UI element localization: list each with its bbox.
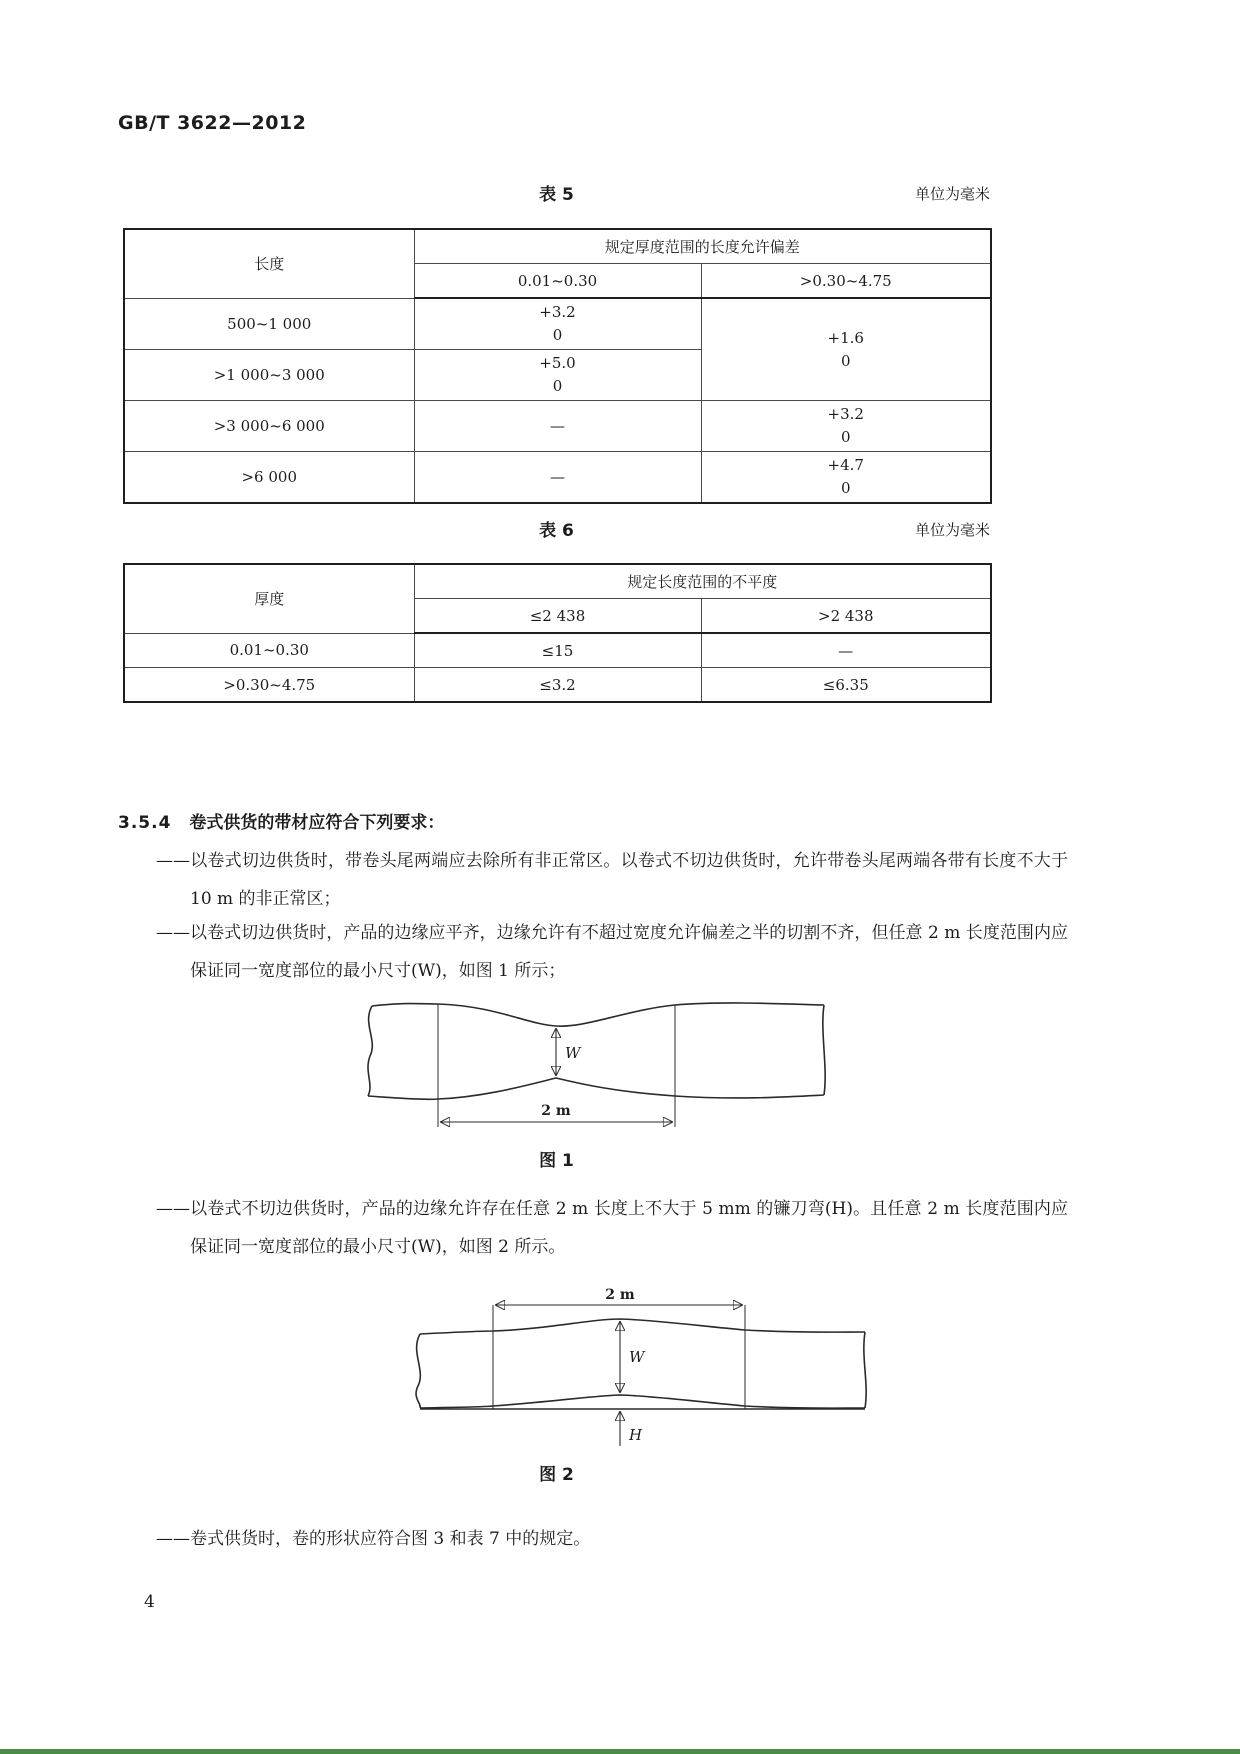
table-cell: — (414, 401, 701, 452)
table-cell: ≤15 (414, 633, 701, 668)
camber-label: H (629, 1426, 643, 1444)
table5-subheader-1: 0.01~0.30 (414, 264, 701, 299)
length-dimension-label: 2 m (605, 1288, 635, 1303)
list-item: ——以卷式不切边供货时，产品的边缘允许存在任意 2 m 长度上不大于 5 mm 的镰刀弯(H)。且任意 2 m 长度范围内应保证同一宽度部位的最小尺寸(W)，如图 2 所示。 (156, 1199, 1068, 1257)
tolerance-lower: 0 (840, 428, 851, 446)
figure2-caption: 图 2 (539, 1465, 574, 1485)
strip-bottom-curved-edge (420, 1395, 865, 1408)
table-cell: >3 000~6 000 (124, 401, 414, 452)
length-dimension-label: 2 m (541, 1103, 571, 1119)
table-row (124, 452, 991, 504)
table5-title: 表 5 (539, 185, 574, 205)
table-cell: 0.01~0.30 (124, 633, 414, 668)
table6-title: 表 6 (539, 521, 574, 541)
table-cell: ≤6.35 (701, 668, 991, 703)
table5-header-group: 规定厚度范围的长度允许偏差 (414, 229, 991, 264)
figure1-diagram (366, 992, 836, 1137)
strip-bottom-edge (368, 1078, 824, 1099)
tolerance-lower: 0 (840, 479, 851, 497)
standard-number-header: GB/T 3622—2012 (118, 112, 307, 134)
table6-header-group: 规定长度范围的不平度 (414, 564, 991, 599)
table-row (124, 668, 991, 703)
table5-unit-label: 单位为毫米 (914, 185, 990, 203)
table-cell: 500~1 000 (124, 298, 414, 350)
strip-top-edge (372, 1003, 824, 1026)
width-label: W (629, 1348, 645, 1366)
table5-subheader-2: >0.30~4.75 (701, 264, 991, 299)
clause-heading (118, 808, 1018, 833)
tolerance-upper: +3.2 (827, 405, 864, 423)
table-cell (414, 350, 701, 401)
table-row (124, 633, 991, 668)
tolerance-upper: +5.0 (539, 354, 576, 372)
tolerance-lower: 0 (552, 377, 563, 395)
strip-left-break (416, 1334, 420, 1408)
table-cell: >0.30~4.75 (124, 668, 414, 703)
table-row (124, 401, 991, 452)
figure2-diagram (410, 1288, 870, 1458)
figure1-caption: 图 1 (539, 1151, 574, 1171)
table5-header-length: 长度 (124, 229, 414, 298)
tolerance-upper: +1.6 (827, 328, 864, 347)
table6-unit-label: 单位为毫米 (914, 521, 990, 539)
width-label: W (565, 1044, 581, 1062)
table-cell: >6 000 (124, 452, 414, 504)
strip-right-break (823, 1005, 825, 1095)
footer-accent-bar (0, 1749, 1240, 1754)
tolerance-lower: 0 (840, 351, 851, 370)
strip-right-break (864, 1332, 866, 1408)
table-row (124, 298, 991, 350)
list-item: ——以卷式切边供货时，产品的边缘应平齐，边缘允许有不超过宽度允许偏差之半的切割不齐，但任意 2 m 长度范围内应保证同一宽度部位的最小尺寸(W)，如图 1 所示； (156, 923, 1068, 981)
table-5 (123, 228, 992, 504)
table6-subheader-2: >2 438 (701, 599, 991, 634)
table6-subheader-1: ≤2 438 (414, 599, 701, 634)
table-cell (414, 298, 701, 350)
page-number: 4 (144, 1592, 155, 1612)
table-cell (701, 401, 991, 452)
list-item: ——以卷式切边供货时，带卷头尾两端应去除所有非正常区。以卷式不切边供货时，允许带卷头尾两端各带有长度不大于 10 m 的非正常区； (156, 851, 1068, 909)
clause-number: 3.5.4 (118, 813, 172, 833)
table-cell (701, 452, 991, 504)
strip-left-break (368, 1006, 372, 1096)
table-cell (701, 298, 991, 401)
table-6 (123, 563, 992, 703)
table6-header-thickness: 厚度 (124, 564, 414, 633)
table-cell: — (414, 452, 701, 504)
table-cell: >1 000~3 000 (124, 350, 414, 401)
tolerance-upper: +4.7 (827, 456, 864, 474)
tolerance-upper: +3.2 (539, 303, 576, 321)
clause-title: 卷式供货的带材应符合下列要求： (189, 813, 445, 833)
tolerance-lower: 0 (552, 326, 563, 344)
list-item: ——卷式供货时，卷的形状应符合图 3 和表 7 中的规定。 (156, 1529, 591, 1549)
table-cell: — (701, 633, 991, 668)
strip-top-edge (420, 1319, 865, 1334)
table-cell: ≤3.2 (414, 668, 701, 703)
